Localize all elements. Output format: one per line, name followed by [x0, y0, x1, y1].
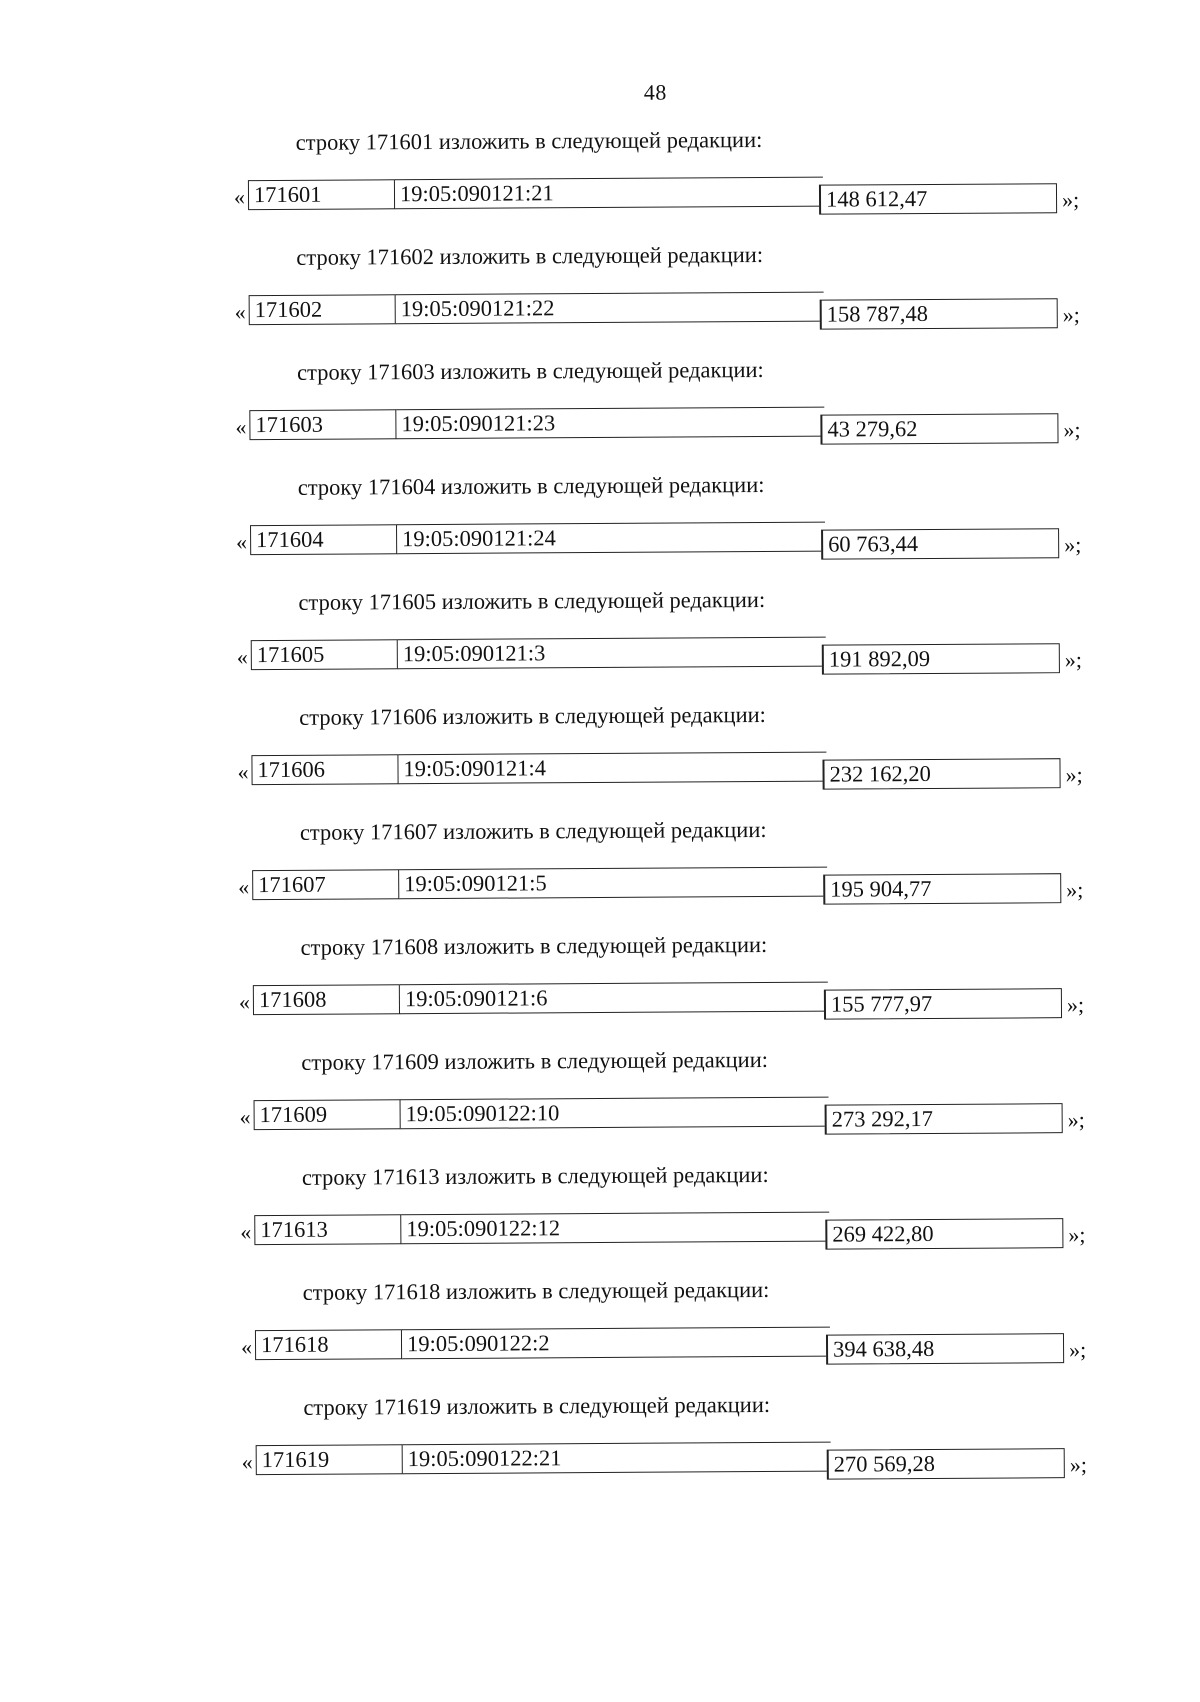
amendment-instruction: строку 171613 изложить в следующей редакции:	[301, 1161, 769, 1190]
amendment-entry	[3, 1389, 1200, 1506]
cadastral-number-cell: 19:05:090121:3	[398, 637, 826, 670]
cadastral-value-cell: 191 892,09	[822, 643, 1060, 674]
amended-table-row	[237, 635, 1097, 686]
cadastral-number-cell: 19:05:090122:10	[401, 1097, 829, 1130]
row-number-cell: 171609	[254, 1099, 402, 1130]
opening-quote: «	[233, 184, 246, 210]
amendment-instruction: строку 171609 изложить в следующей редакции:	[301, 1046, 769, 1075]
closing-quote: »;	[1066, 992, 1085, 1018]
cadastral-value-cell: 195 904,77	[823, 873, 1061, 904]
cadastral-number-cell: 19:05:090121:21	[395, 177, 823, 210]
amendment-entry	[0, 699, 1200, 816]
amendment-instruction: строку 171604 изложить в следующей редакции:	[297, 471, 765, 500]
amendment-entry	[1, 929, 1200, 1046]
amendment-instruction: строку 171618 изложить в следующей редакции:	[302, 1276, 770, 1305]
cadastral-value-cell: 232 162,20	[822, 758, 1060, 789]
amended-table-row	[235, 405, 1095, 456]
row-number-cell: 171603	[249, 409, 397, 440]
amendment-instruction: строку 171608 изложить в следующей редакции:	[300, 931, 768, 960]
row-number-cell: 171604	[250, 524, 398, 555]
cadastral-number-cell: 19:05:090122:21	[403, 1442, 831, 1475]
amendment-instruction: строку 171603 изложить в следующей редакции:	[297, 356, 764, 385]
cadastral-value-cell: 158 787,48	[820, 298, 1058, 329]
closing-quote: »;	[1064, 532, 1082, 558]
amended-table-row	[240, 1210, 1100, 1261]
cadastral-value-cell: 270 569,28	[827, 1448, 1065, 1479]
amended-table-row	[234, 175, 1094, 226]
opening-quote: «	[234, 299, 246, 325]
cadastral-number-cell: 19:05:090121:4	[398, 752, 826, 785]
closing-quote: »;	[1063, 417, 1081, 443]
closing-quote: »;	[1065, 762, 1083, 788]
closing-quote: »;	[1067, 1107, 1085, 1133]
closing-quote: »;	[1068, 1337, 1087, 1363]
row-number-cell: 171608	[253, 984, 401, 1015]
amended-table-row	[241, 1325, 1101, 1376]
row-number-cell: 171606	[251, 754, 399, 785]
closing-quote: »;	[1064, 647, 1083, 673]
row-number-cell: 171619	[256, 1444, 404, 1475]
cadastral-value-cell: 148 612,47	[819, 183, 1057, 214]
amendment-entry	[0, 239, 1197, 356]
amended-table-row	[235, 290, 1095, 341]
amendment-entry	[0, 584, 1199, 701]
opening-quote: «	[235, 414, 247, 440]
cadastral-number-cell: 19:05:090122:12	[401, 1212, 829, 1245]
opening-quote: «	[239, 1104, 251, 1130]
amended-table-row	[239, 980, 1099, 1031]
row-number-cell: 171601	[248, 179, 396, 210]
amendment-instruction: строку 171607 изложить в следующей редакции:	[299, 816, 767, 845]
cadastral-number-cell: 19:05:090121:24	[397, 522, 825, 555]
amended-table-row	[237, 750, 1097, 801]
amendment-instruction: строку 171602 изложить в следующей редакции:	[296, 241, 764, 270]
row-number-cell: 171605	[251, 639, 399, 670]
opening-quote: «	[237, 759, 249, 785]
cadastral-value-cell: 394 638,48	[826, 1333, 1064, 1364]
amendment-instruction: строку 171619 изложить в следующей редакции:	[303, 1391, 771, 1420]
amendment-entry	[3, 1274, 1200, 1391]
amendment-entry	[0, 469, 1198, 586]
amendment-instruction: строку 171605 изложить в следующей редакции:	[298, 586, 766, 615]
amendment-entry	[0, 814, 1200, 931]
cadastral-number-cell: 19:05:090121:6	[400, 982, 828, 1015]
row-number-cell: 171613	[254, 1214, 402, 1245]
cadastral-number-cell: 19:05:090121:23	[396, 407, 824, 440]
closing-quote: »;	[1069, 1452, 1087, 1478]
opening-quote: «	[236, 529, 248, 555]
opening-quote: «	[236, 644, 248, 670]
cadastral-number-cell: 19:05:090121:22	[396, 292, 824, 325]
page-number: 48	[643, 79, 667, 105]
opening-quote: «	[240, 1334, 253, 1360]
opening-quote: «	[238, 874, 250, 900]
amendment-entry	[1, 1044, 1200, 1161]
opening-quote: «	[240, 1219, 252, 1245]
row-number-cell: 171602	[249, 294, 397, 325]
closing-quote: »;	[1061, 187, 1080, 213]
row-number-cell: 171607	[252, 869, 400, 900]
amendment-entry	[0, 354, 1198, 471]
cadastral-value-cell: 155 777,97	[824, 988, 1062, 1019]
amended-table-row	[236, 520, 1096, 571]
cadastral-value-cell: 60 763,44	[821, 528, 1059, 559]
amendment-instruction: строку 171601 изложить в следующей редакции:	[295, 126, 763, 155]
cadastral-value-cell: 273 292,17	[825, 1103, 1063, 1134]
row-number-cell: 171618	[255, 1329, 403, 1360]
closing-quote: »;	[1066, 877, 1084, 903]
amended-table-row	[238, 865, 1098, 916]
cadastral-value-cell: 269 422,80	[825, 1218, 1063, 1249]
opening-quote: «	[241, 1449, 253, 1475]
closing-quote: »;	[1068, 1222, 1086, 1248]
closing-quote: »;	[1062, 302, 1080, 328]
opening-quote: «	[238, 989, 251, 1015]
amended-table-row	[242, 1440, 1102, 1491]
amendment-entry	[0, 124, 1196, 241]
cadastral-value-cell: 43 279,62	[820, 413, 1058, 444]
amended-table-row	[240, 1095, 1100, 1146]
cadastral-number-cell: 19:05:090121:5	[399, 867, 827, 900]
amendment-instruction: строку 171606 изложить в следующей редакции:	[299, 701, 766, 730]
cadastral-number-cell: 19:05:090122:2	[402, 1327, 830, 1360]
amendment-entry	[2, 1159, 1200, 1276]
